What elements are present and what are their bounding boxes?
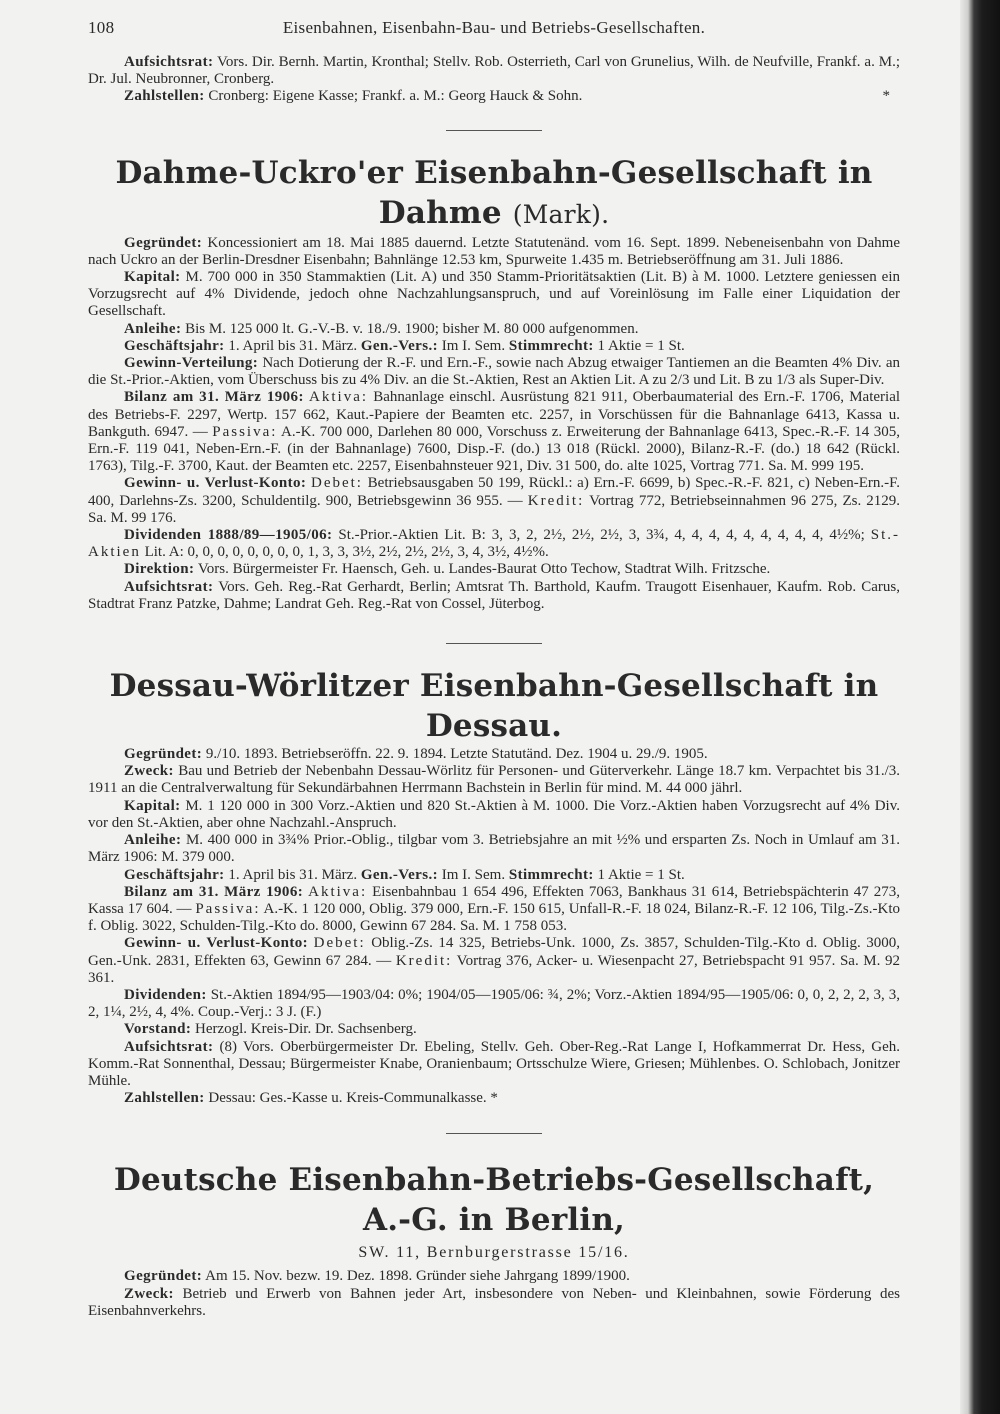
entry-dessau <box>88 666 900 1107</box>
dahme-kapital: Kapital: M. 700 000 in 350 Stammaktien (Lit. A) und 350 Stamm-Prioritätsaktien (Lit. B) à M. 1000. Letztere geniessen ein Vorzugsrecht auf 4% Dividende, jedoch ohne Nachzahlungsanspruch, und auf Voreinlösung im Falle einer Liquidation der Gesellschaft. <box>88 269 900 320</box>
dahme-gewinnverteilung: Gewinn-Verteilung: Nach Dotierung der R.-F. und Ern.-F., sowie nach Abzug etwaiger Tantiemen an die Beamten 4% Div. an die St.-Prior.-Aktien, vom Überschuss bis zu 4% Div. an die St.-Aktien, Rest an Aktien Lit. A zu 2/3 und Lit. B zu 1/3 als Super-Div. <box>88 355 900 389</box>
book-spine-shadow <box>960 0 1000 1414</box>
dahme-bilanz: Bilanz am 31. März 1906: Aktiva: Bahnanlage einschl. Ausrüstung 821 911, Oberbaumaterial des Ern.-F. 1706, Material des Betriebs-F. 2297, Wertp. 157 662, Kaut.-Papiere der Beamten etc. 2257, in Vorschüssen für die Bahnanlage 6413, Kassa u. Bankguth. 6947. — Passiva: A.-K. 700 000, Darlehen 80 000, Vorschuss z. Erweiterung der Bahnanlage 6413, Spec.-R.-F. 14 305, Ern.-F. 119 041, Neben-Ern.-F. (in der Bahnanlage) 7600, Disp.-F. (do.) 13 018 (Rückl. 2000), Bilanz-R.-F. (do.) 18 642 (Rückl. 1763), Tilg.-F. 3700, Kaut. der Beamten etc. 2257, Eisenbahnsteuer 921, Div. 31 500, do. alte 1025, Vortrag 771. Sa. M. 999 195. <box>88 389 901 475</box>
entry-title-deutsche: Deutsche Eisenbahn-Betriebs-Gesellschaft, A.-G. in Berlin, <box>113 1162 875 1239</box>
dessau-zahlstellen: Zahlstellen: Dessau: Ges.-Kasse u. Kreis-Communalkasse. * <box>124 1090 498 1107</box>
dessau-aufsichtsrat: Aufsichtsrat: (8) Vors. Oberbürgermeister Dr. Ebeling, Stellv. Geh. Ober-Reg.-Rat Lange I, Hofkammerrat Dr. Hess, Geh. Komm.-Rat Sonnenthal, Dessau; Bürgermeister Knabe, Oranienbaum; Ortsschulze Wiere, Griesen; Mühlenbes. O. Schlobach, Jonitzer Mühle. <box>88 1038 900 1089</box>
entry-title-dahme: Dahme-Uckro'er Eisenbahn-Gesellschaft in Dahme (Mark). <box>115 154 873 231</box>
dahme-anleihe: Anleihe: Bis M. 125 000 lt. G.-V.-B. v. 18./9. 1900; bisher M. 80 000 aufgenommen. <box>124 320 639 337</box>
entry-deutsche <box>88 1160 900 1320</box>
entry-title-dessau: Dessau-Wörlitzer Eisenbahn-Gesellschaft in Dessau. <box>109 668 879 745</box>
running-header <box>88 18 900 52</box>
entry-end-star: * <box>882 88 890 105</box>
page-number: 108 <box>88 18 115 37</box>
dessau-zweck: Zweck: Bau und Betrieb der Nebenbahn Dessau-Wörlitz für Personen- und Güterverkehr. Länge 18.7 km. Verpachtet bis 31./3. 1911 an die Centralverwaltung für Sekundärbahnen Herrmann Bachstein in Berlin für mind. M. 44 000 jährl. <box>88 763 901 797</box>
dessau-gegruendet: Gegründet: 9./10. 1893. Betriebseröffn. 22. 9. 1894. Letzte Statutänd. Dez. 1904 u. 29./9. 1905. <box>124 746 708 763</box>
dessau-dividenden: Dividenden: St.-Aktien 1894/95—1903/04: 0%; 1904/05—1905/06: ¾, 2%; Vorz.-Aktien 1894/95—1905/06: 0, 0, 2, 2, 2, 3, 3, 2, 1¼, 2½, 4, 4%. Coup.-Verj.: 3 J. (F.) <box>88 986 901 1021</box>
dahme-geschaeftsjahr: Geschäftsjahr: 1. April bis 31. März. Gen.-Vers.: Im I. Sem. Stimmrecht: 1 Aktie = 1 St. <box>124 337 685 354</box>
prev-aufsichtsrat: Aufsichtsrat: Vors. Dir. Bernh. Martin, Kronthal; Stellv. Rob. Osterrieth, Carl von Grunelius, Wilh. de Neufville, Frankf. a. M.; Dr. Jul. Neubronner, Cronberg. <box>88 54 900 88</box>
dessau-bilanz: Bilanz am 31. März 1906: Aktiva: Eisenbahnbau 1 654 496, Effekten 7063, Bankhaus 31 614, Betriebspächterin 47 273, Kassa 17 604. — Passiva: A.-K. 1 120 000, Oblig. 379 000, Ern.-F. 150 615, Unfall-R.-F. 18 024, Bilanz-R.-F. 12 106, Tilg.-Zs.-Kto f. Oblig. 3022, Schulden-Tilg.-Kto do. 8000, Gewinn 67 284. Sa. M. 1 758 053. <box>88 883 900 935</box>
dessau-geschaeftsjahr: Geschäftsjahr: 1. April bis 31. März. Gen.-Vers.: Im I. Sem. Stimmrecht: 1 Aktie = 1 St. <box>124 866 685 883</box>
dahme-dividenden: Dividenden 1888/89—1905/06: St.-Prior.-Aktien Lit. B: 3, 3, 2, 2½, 2½, 2½, 3, 3¾, 4, 4, 4, 4, 4, 4, 4, 4, 4, 4½%; St.-Aktien Lit. A: 0, 0, 0, 0, 0, 0, 0, 0, 1, 3, 3, 3½, 2½, 2½, 2½, 3, 4, 3½, 4½%. <box>88 527 901 561</box>
dahme-gewinn-verlust: Gewinn- u. Verlust-Konto: Debet: Betriebsausgaben 50 199, Rückl.: a) Ern.-F. 6699, b) Spec.-R.-F. 821, c) Neben-Ern.-F. 400, Darlehns-Zs. 3200, Schuldentilg. 900, Betriebsgewinn 36 955. — Kredit: Vortrag 772, Betriebseinnahmen 96 275, Zs. 2129. Sa. M. 99 176. <box>88 475 901 526</box>
prev-entry <box>88 54 900 106</box>
deutsche-gegruendet: Gegründet: Am 15. Nov. bezw. 19. Dez. 1898. Gründer siehe Jahrgang 1899/1900. <box>124 1268 630 1285</box>
page <box>88 18 900 1320</box>
deutsche-zweck: Zweck: Betrieb und Erwerb von Bahnen jeder Art, insbesondere von Neben- und Kleinbahnen, sowie Förderung des Eisenbahnverkehrs. <box>88 1285 900 1319</box>
dahme-gegruendet: Gegründet: Koncessioniert am 18. Mai 1885 dauernd. Letzte Statutenänd. vom 16. Sept. 1899. Nebeneisenbahn von Dahme nach Uckro an der Berlin-Dresdner Eisenbahn; Bahnlänge 12.53 km, Spurweite 1.435 m. Betriebseröffnung am 31. Juli 1886. <box>88 234 901 268</box>
entry-dahme <box>88 153 900 613</box>
prev-zahlstellen: Zahlstellen: Cronberg: Eigene Kasse; Frankf. a. M.: Georg Hauck & Sohn. * <box>88 88 900 105</box>
dessau-gewinn-verlust: Gewinn- u. Verlust-Konto: Debet: Oblig.-Zs. 14 325, Betriebs-Unk. 1000, Zs. 3857, Schulden-Tilg.-Kto d. Oblig. 3000, Gen.-Unk. 2831, Effekten 63, Gewinn 67 284. — Kredit: Vortrag 376, Acker- u. Wiesenpacht 27, Betriebspacht 91 957. Sa. M. 92 361. <box>88 935 901 986</box>
dahme-aufsichtsrat: Aufsichtsrat: Vors. Geh. Reg.-Rat Gerhardt, Berlin; Amtsrat Th. Barthold, Kaufm. Traugott Eisenhauer, Kaufm. Rob. Carus, Stadtrat Franz Patzke, Dahme; Landrat Geh. Reg.-Rat von Cossel, Jüterbog. <box>88 578 901 612</box>
entry-address-deutsche: SW. 11, Bernburgerstrasse 15/16. <box>358 1244 630 1262</box>
running-title: Eisenbahnen, Eisenbahn-Bau- und Betriebs-Gesellschaften. <box>282 18 706 37</box>
dessau-vorstand: Vorstand: Herzogl. Kreis-Dir. Dr. Sachsenberg. <box>124 1021 417 1038</box>
entry-end-star: * <box>490 1090 498 1107</box>
dessau-anleihe: Anleihe: M. 400 000 in 3¾% Prior.-Oblig., tilgbar vom 3. Betriebsjahre an mit ½% und ersparten Zs. Noch in Umlauf am 31. März 1906: M. 379 000. <box>88 832 900 866</box>
dessau-kapital: Kapital: M. 1 120 000 in 300 Vorz.-Aktien und 820 St.-Aktien à M. 1000. Die Vorz.-Aktien haben Vorzugsrecht auf 4% Div. vor den St.-Aktien, aber ohne Nachzahl.-Anspruch. <box>88 797 900 831</box>
dahme-direktion: Direktion: Vors. Bürgermeister Fr. Haensch, Geh. u. Landes-Baurat Otto Techow, Stadtrat Wilh. Fritzsche. <box>124 561 771 578</box>
